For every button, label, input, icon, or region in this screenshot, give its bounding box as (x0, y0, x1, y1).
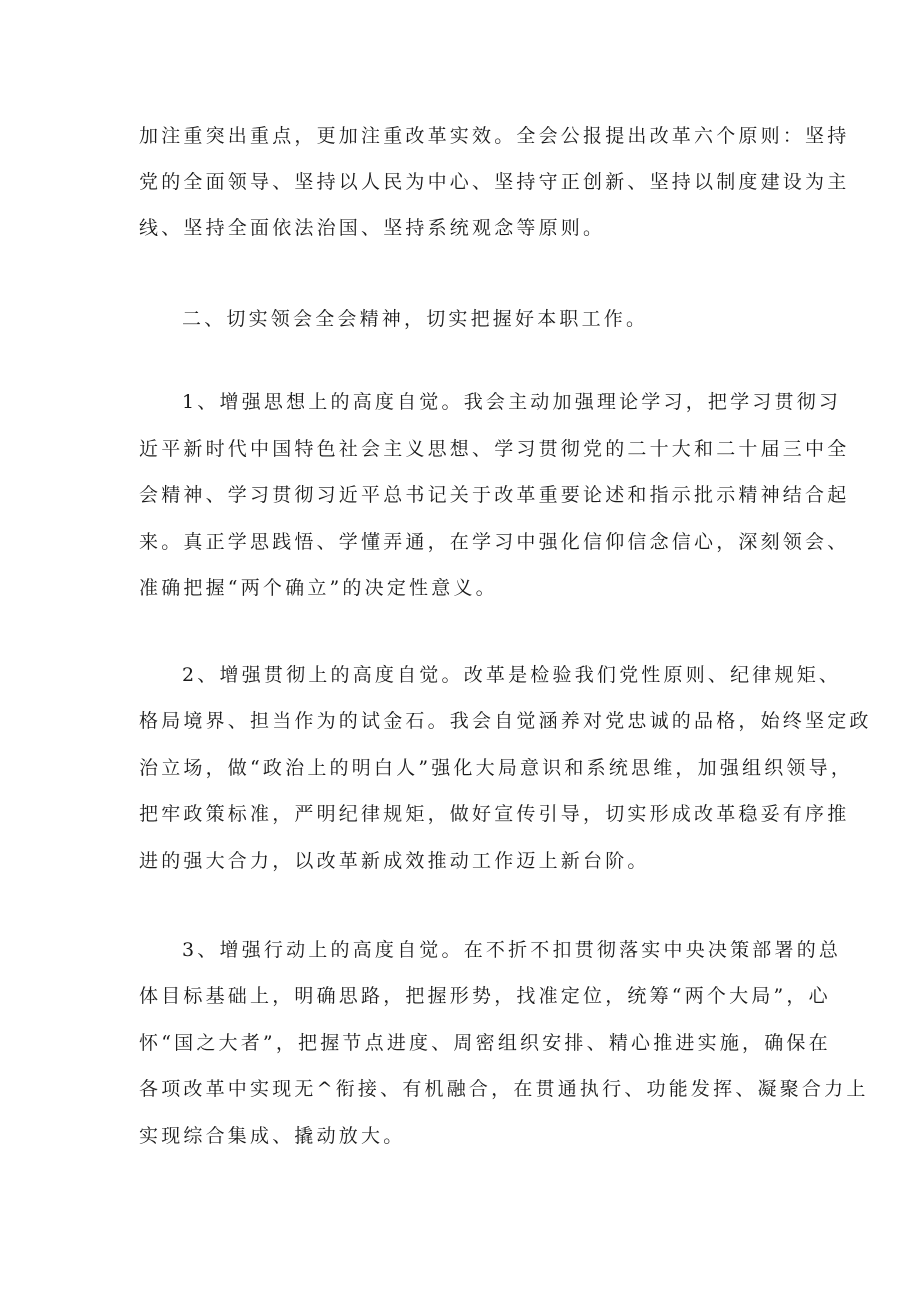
item-3-line-4: 各项改革中实现无^衔接、有机融合，在贯通执行、功能发挥、凝聚合力上 (139, 1078, 869, 1100)
intro-line-1: 加注重突出重点，更加注重改革实效。全会公报提出改革六个原则：坚持 (139, 125, 850, 147)
intro-line-2: 党的全面领导、坚持以人民为中心、坚持守正创新、坚持以制度建设为主 (139, 171, 850, 193)
item-1-line-4: 来。真正学思践悟、学懂弄通，在学习中强化信仰信念信心，深刻领会、 (139, 531, 850, 553)
item-3-line-1: 3、增强行动上的高度自觉。在不折不扣贯彻落实中央决策部署的总 (182, 939, 842, 961)
item-1-line-2: 近平新时代中国特色社会主义思想、学习贯彻党的二十大和二十届三中全 (139, 438, 850, 460)
item-2-line-3: 治立场，做“政治上的明白人”强化大局意识和系统思维，加强组织领导， (139, 757, 854, 779)
item-1-line-3: 会精神、学习贯彻习近平总书记关于改革重要论述和指示批示精神结合起 (139, 484, 850, 506)
item-2-line-4: 把牢政策标准，严明纪律规矩，做好宣传引导，切实形成改革稳妥有序推 (139, 803, 850, 825)
intro-line-3: 线、坚持全面依法治国、坚持系统观念等原则。 (139, 217, 606, 239)
item-3-line-5: 实现综合集成、撬动放大。 (139, 1125, 406, 1147)
item-3-line-3: 怀“国之大者”，把握节点进度、周密组织安排、精心推进实施，确保在 (139, 1032, 831, 1054)
item-1-line-5: 准确把握“两个确立”的决定性意义。 (139, 577, 498, 599)
item-2-line-1: 2、增强贯彻上的高度自觉。改革是检验我们党性原则、纪律规矩、 (182, 664, 842, 686)
item-3-line-2: 体目标基础上，明确思路，把握形势，找准定位，统筹“两个大局”，心 (139, 985, 831, 1007)
item-1-line-1: 1、增强思想上的高度自觉。我会主动加强理论学习，把学习贯彻习 (182, 391, 842, 413)
item-2-line-5: 进的强大合力，以改革新成效推动工作迈上新台阶。 (139, 850, 650, 872)
item-2-line-2: 格局境界、担当作为的试金石。我会自觉涵养对党忠诚的品格，始终坚定政 (139, 710, 872, 732)
section-two-heading: 二、切实领会全会精神，切实把握好本职工作。 (182, 308, 649, 330)
